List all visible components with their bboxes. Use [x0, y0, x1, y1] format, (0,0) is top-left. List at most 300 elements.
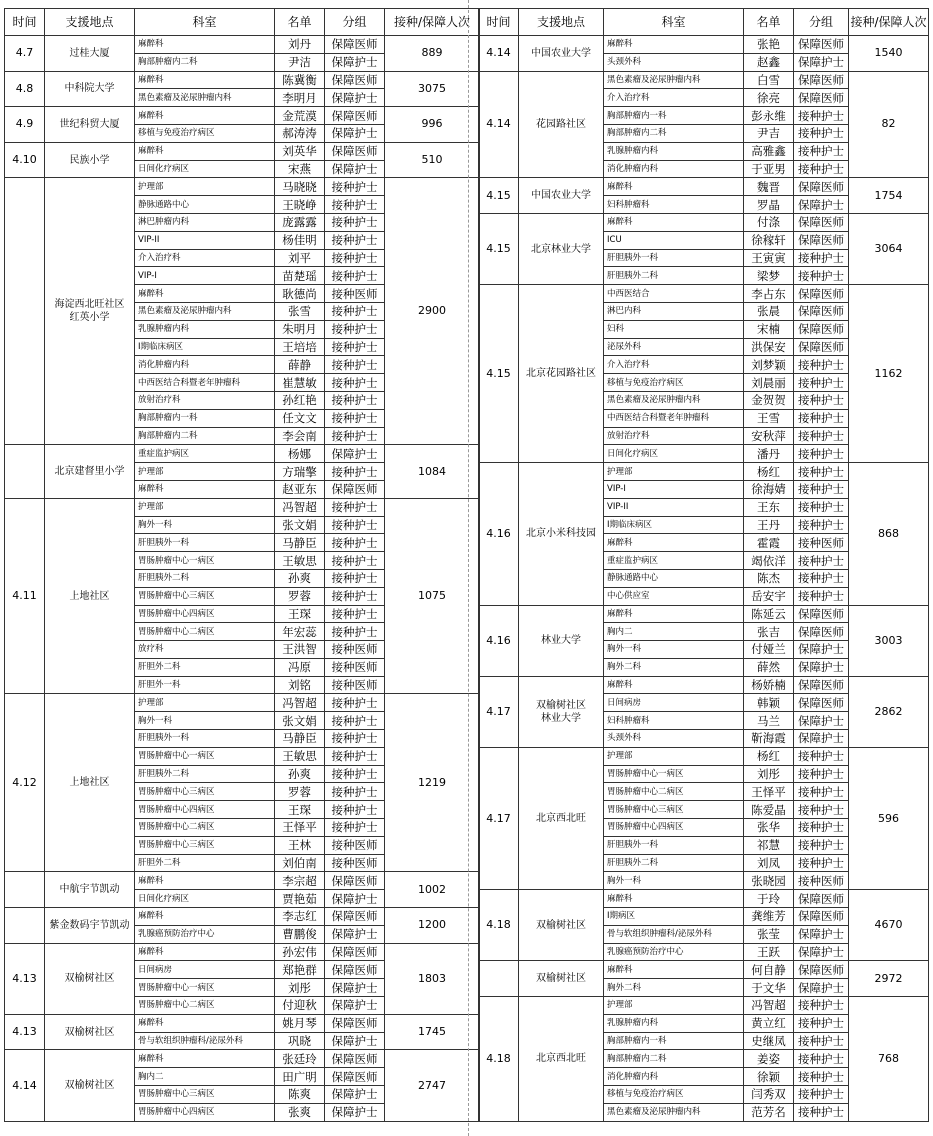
date-cell: 4.16: [479, 605, 519, 676]
dept-cell: 移植与免疫治疗病区: [604, 374, 744, 392]
group-cell: 保障护士: [794, 943, 849, 961]
group-cell: 保障医师: [325, 961, 385, 979]
group-cell: 保障护士: [794, 730, 849, 748]
table-row: [5, 908, 480, 926]
dept-cell: 麻醉科: [135, 285, 275, 303]
staff-name-cell: 张雪: [275, 302, 325, 320]
staff-name-cell: 孙宏伟: [275, 943, 325, 961]
staff-name-cell: 杨红: [744, 747, 794, 765]
group-cell: 接种护士: [794, 801, 849, 819]
header-count: 接种/保障人次: [385, 9, 480, 36]
dept-cell: 胃肠肿瘤中心二病区: [135, 623, 275, 641]
dept-cell: 妇科肿瘤科: [604, 712, 744, 730]
panel-divider: [468, 0, 469, 1136]
staff-name-cell: 崔慧敏: [275, 374, 325, 392]
dept-cell: 胸部肿瘤内二科: [604, 1050, 744, 1068]
group-cell: 接种护士: [325, 765, 385, 783]
table-row: [5, 498, 480, 516]
group-cell: 接种护士: [794, 587, 849, 605]
left-table-body: [5, 36, 480, 1122]
group-cell: 接种护士: [794, 445, 849, 463]
group-cell: 接种护士: [794, 498, 849, 516]
staff-name-cell: 刘英华: [275, 142, 325, 160]
site-cell: 双榆树社区 林业大学: [519, 676, 604, 747]
staff-name-cell: 王敏思: [275, 747, 325, 765]
group-cell: 接种护士: [794, 267, 849, 285]
header-site: 支援地点: [45, 9, 135, 36]
staff-name-cell: 陈冀衡: [275, 71, 325, 89]
group-cell: 接种医师: [325, 676, 385, 694]
staff-name-cell: 刘伯南: [275, 854, 325, 872]
dept-cell: 头颈外科: [604, 53, 744, 71]
dept-cell: 胃肠肿瘤中心三病区: [135, 1086, 275, 1104]
group-cell: 保障医师: [794, 285, 849, 303]
staff-name-cell: 刘彤: [275, 979, 325, 997]
group-cell: 接种护士: [325, 498, 385, 516]
dept-cell: 胸部肿瘤内一科: [135, 409, 275, 427]
staff-name-cell: 安秋萍: [744, 427, 794, 445]
group-cell: 保障医师: [325, 872, 385, 890]
table-row: [479, 997, 929, 1015]
right-table-body: [479, 36, 929, 1122]
staff-name-cell: 王琛: [275, 605, 325, 623]
date-cell: 4.17: [479, 676, 519, 747]
group-cell: 保障护士: [794, 979, 849, 997]
staff-name-cell: 韩颖: [744, 694, 794, 712]
staff-name-cell: 朱明月: [275, 320, 325, 338]
staff-name-cell: 贾艳茹: [275, 890, 325, 908]
group-cell: 接种护士: [794, 997, 849, 1015]
count-cell: 1200: [385, 908, 480, 944]
date-cell: [5, 908, 45, 944]
staff-name-cell: 张廷玲: [275, 1050, 325, 1068]
staff-name-cell: 孙爽: [275, 765, 325, 783]
group-cell: 接种护士: [794, 1014, 849, 1032]
group-cell: 接种护士: [325, 231, 385, 249]
dept-cell: 放疗科: [135, 641, 275, 659]
count-cell: 868: [849, 463, 929, 605]
group-cell: 接种护士: [794, 1086, 849, 1104]
group-cell: 接种护士: [325, 623, 385, 641]
date-cell: 4.16: [479, 463, 519, 605]
staff-name-cell: 何自静: [744, 961, 794, 979]
site-cell: 北京花园路社区: [519, 285, 604, 463]
group-cell: 接种护士: [325, 213, 385, 231]
group-cell: 接种护士: [325, 801, 385, 819]
date-cell: 4.9: [5, 107, 45, 143]
site-cell: 北京小米科技园: [519, 463, 604, 605]
staff-name-cell: 竭依洋: [744, 552, 794, 570]
group-cell: 接种护士: [794, 1103, 849, 1121]
site-cell: 过桂大厦: [45, 36, 135, 72]
staff-name-cell: 杨娜: [275, 445, 325, 463]
staff-name-cell: 尹吉: [744, 124, 794, 142]
dept-cell: VIP-I: [604, 480, 744, 498]
staff-name-cell: 杨红: [744, 463, 794, 481]
staff-name-cell: 罗蓉: [275, 587, 325, 605]
dept-cell: 护理部: [135, 498, 275, 516]
dept-cell: 麻醉科: [604, 961, 744, 979]
staff-name-cell: 刘彤: [744, 765, 794, 783]
dept-cell: 护理部: [135, 178, 275, 196]
site-cell: 双榆树社区: [519, 961, 604, 997]
group-cell: 接种护士: [794, 427, 849, 445]
dept-cell: 胸部肿瘤内二科: [135, 53, 275, 71]
table-row: [5, 36, 480, 54]
staff-name-cell: 岳安宇: [744, 587, 794, 605]
dept-cell: 妇科: [604, 320, 744, 338]
dept-cell: 胃肠肿瘤中心一病区: [135, 979, 275, 997]
staff-name-cell: 冯智超: [275, 694, 325, 712]
table-row: [479, 747, 929, 765]
group-cell: 保障护士: [325, 160, 385, 178]
header-date: 时间: [5, 9, 45, 36]
site-cell: 双榆树社区: [45, 1050, 135, 1121]
date-cell: 4.13: [5, 943, 45, 1014]
dept-cell: 胃肠肿瘤中心四病区: [135, 1103, 275, 1121]
staff-name-cell: 范芳名: [744, 1103, 794, 1121]
group-cell: 接种护士: [794, 107, 849, 125]
group-cell: 接种医师: [325, 285, 385, 303]
count-cell: 2747: [385, 1050, 480, 1121]
date-cell: 4.14: [5, 1050, 45, 1121]
right-table-header: [479, 9, 929, 36]
staff-name-cell: 王林: [275, 836, 325, 854]
group-cell: 保障医师: [325, 1050, 385, 1068]
site-cell: 双榆树社区: [45, 943, 135, 1014]
dept-cell: 胸部肿瘤内一科: [604, 107, 744, 125]
staff-name-cell: 张晨: [744, 302, 794, 320]
dept-cell: 麻醉科: [604, 605, 744, 623]
dept-cell: 麻醉科: [604, 178, 744, 196]
group-cell: 接种护士: [325, 587, 385, 605]
dept-cell: 移植与免疫治疗病区: [135, 124, 275, 142]
staff-name-cell: 罗蓉: [275, 783, 325, 801]
group-cell: 保障医师: [325, 71, 385, 89]
date-cell: 4.13: [5, 1014, 45, 1050]
header-count: 接种/保障人次: [849, 9, 929, 36]
staff-name-cell: 黄立红: [744, 1014, 794, 1032]
staff-name-cell: 付涤: [744, 213, 794, 231]
group-cell: 接种护士: [794, 356, 849, 374]
staff-name-cell: 张莹: [744, 925, 794, 943]
dept-cell: 胃肠肿瘤中心三病区: [604, 801, 744, 819]
dept-cell: ICU: [604, 231, 744, 249]
dept-cell: 日间病房: [135, 961, 275, 979]
group-cell: 接种护士: [794, 765, 849, 783]
date-cell: 4.8: [5, 71, 45, 107]
count-cell: 4670: [849, 890, 929, 961]
dept-cell: 护理部: [135, 463, 275, 481]
staff-name-cell: 冯智超: [275, 498, 325, 516]
dept-cell: 麻醉科: [135, 480, 275, 498]
staff-name-cell: 徐颖: [744, 1068, 794, 1086]
staff-name-cell: 刘平: [275, 249, 325, 267]
staff-name-cell: 于亚男: [744, 160, 794, 178]
dept-cell: 黑色素瘤及泌尿肿瘤内科: [135, 302, 275, 320]
staff-name-cell: 马兰: [744, 712, 794, 730]
count-cell: 1540: [849, 36, 929, 72]
dept-cell: 乳腺肿瘤内科: [135, 320, 275, 338]
group-cell: 保障护士: [325, 53, 385, 71]
dept-cell: 麻醉科: [135, 1014, 275, 1032]
staff-name-cell: 宋燕: [275, 160, 325, 178]
group-cell: 接种护士: [325, 302, 385, 320]
right-schedule-table: [478, 8, 929, 1122]
group-cell: 保障医师: [794, 213, 849, 231]
table-row: [479, 36, 929, 54]
dept-cell: 胸外一科: [135, 712, 275, 730]
dept-cell: 胸部肿瘤内二科: [604, 124, 744, 142]
staff-name-cell: 龚维芳: [744, 908, 794, 926]
staff-name-cell: 李宗超: [275, 872, 325, 890]
dept-cell: 肝胆胰外一科: [604, 836, 744, 854]
staff-name-cell: 徐海婧: [744, 480, 794, 498]
dept-cell: 麻醉科: [135, 943, 275, 961]
dept-cell: 淋巴内科: [604, 302, 744, 320]
dept-cell: 护理部: [135, 694, 275, 712]
dept-cell: 胃肠肿瘤中心三病区: [135, 836, 275, 854]
staff-name-cell: 王寅寅: [744, 249, 794, 267]
count-cell: 1075: [385, 498, 480, 694]
staff-name-cell: 付娅兰: [744, 641, 794, 659]
staff-name-cell: 梁梦: [744, 267, 794, 285]
staff-name-cell: 田广明: [275, 1068, 325, 1086]
group-cell: 接种护士: [325, 374, 385, 392]
group-cell: 保障医师: [794, 961, 849, 979]
dept-cell: 中西医结合: [604, 285, 744, 303]
dept-cell: 胃肠肿瘤中心一病区: [135, 747, 275, 765]
staff-name-cell: 任文文: [275, 409, 325, 427]
dept-cell: 日间化疗病区: [135, 890, 275, 908]
dept-cell: 静脉通路中心: [135, 196, 275, 214]
table-row: [5, 943, 480, 961]
dept-cell: 泌尿外科: [604, 338, 744, 356]
dept-cell: 麻醉科: [604, 534, 744, 552]
staff-name-cell: 李占东: [744, 285, 794, 303]
group-cell: 接种护士: [325, 196, 385, 214]
table-row: [5, 107, 480, 125]
site-cell: 中科院大学: [45, 71, 135, 107]
staff-name-cell: 姚月琴: [275, 1014, 325, 1032]
staff-name-cell: 冯智超: [744, 997, 794, 1015]
dept-cell: 移植与免疫治疗病区: [604, 1086, 744, 1104]
staff-name-cell: 金贺贺: [744, 391, 794, 409]
group-cell: 接种护士: [794, 391, 849, 409]
group-cell: 保障医师: [794, 71, 849, 89]
header-site: 支援地点: [519, 9, 604, 36]
count-cell: 996: [385, 107, 480, 143]
staff-name-cell: 冯原: [275, 658, 325, 676]
count-cell: 596: [849, 747, 929, 889]
group-cell: 保障护士: [794, 641, 849, 659]
group-cell: 保障医师: [794, 623, 849, 641]
site-cell: 上地社区: [45, 694, 135, 872]
staff-name-cell: 史继凤: [744, 1032, 794, 1050]
group-cell: 接种医师: [794, 872, 849, 890]
staff-name-cell: 薛静: [275, 356, 325, 374]
site-cell: 上地社区: [45, 498, 135, 694]
date-cell: 4.15: [479, 285, 519, 463]
group-cell: 保障医师: [325, 1014, 385, 1032]
group-cell: 接种护士: [794, 409, 849, 427]
group-cell: 保障医师: [794, 338, 849, 356]
dept-cell: 胸内二: [135, 1068, 275, 1086]
dept-cell: 胸外一科: [604, 641, 744, 659]
group-cell: 保障护士: [325, 925, 385, 943]
group-cell: 接种护士: [325, 409, 385, 427]
group-cell: 接种护士: [325, 463, 385, 481]
dept-cell: 胃肠肿瘤中心四病区: [135, 801, 275, 819]
table-row: [5, 1014, 480, 1032]
staff-name-cell: 于文华: [744, 979, 794, 997]
dept-cell: 肝胆外二科: [135, 854, 275, 872]
staff-name-cell: 巩晓: [275, 1032, 325, 1050]
staff-name-cell: 赵鑫: [744, 53, 794, 71]
group-cell: 保障护士: [325, 1032, 385, 1050]
group-cell: 接种护士: [794, 374, 849, 392]
group-cell: 接种医师: [325, 658, 385, 676]
dept-cell: 胃肠肿瘤中心二病区: [135, 819, 275, 837]
site-cell: 北京西北旺: [519, 747, 604, 889]
dept-cell: 麻醉科: [135, 908, 275, 926]
table-row: [479, 213, 929, 231]
dept-cell: 淋巴肿瘤内科: [135, 213, 275, 231]
staff-name-cell: 祁慧: [744, 836, 794, 854]
group-cell: 接种护士: [794, 747, 849, 765]
table-row: [479, 71, 929, 89]
date-cell: 4.10: [5, 142, 45, 178]
staff-name-cell: 李志红: [275, 908, 325, 926]
group-cell: 接种护士: [794, 516, 849, 534]
dept-cell: 胸外一科: [604, 872, 744, 890]
staff-name-cell: 王琛: [275, 801, 325, 819]
group-cell: 保障医师: [794, 231, 849, 249]
group-cell: 保障护士: [794, 53, 849, 71]
group-cell: 接种护士: [794, 124, 849, 142]
group-cell: 接种医师: [325, 854, 385, 872]
group-cell: 接种护士: [325, 338, 385, 356]
table-row: [479, 961, 929, 979]
dept-cell: 麻醉科: [135, 71, 275, 89]
count-cell: 2900: [385, 178, 480, 445]
dept-cell: I期临床病区: [135, 338, 275, 356]
header-date: 时间: [479, 9, 519, 36]
group-cell: 保障医师: [794, 320, 849, 338]
date-cell: 4.12: [5, 694, 45, 872]
group-cell: 接种护士: [794, 249, 849, 267]
count-cell: 1754: [849, 178, 929, 214]
staff-name-cell: 赵亚东: [275, 480, 325, 498]
left-schedule-table: [4, 8, 480, 1122]
group-cell: 保障医师: [325, 142, 385, 160]
table-row: [479, 463, 929, 481]
staff-name-cell: 徐亮: [744, 89, 794, 107]
dept-cell: 肝胆胰外二科: [604, 854, 744, 872]
group-cell: 保障医师: [794, 694, 849, 712]
staff-name-cell: 刘凤: [744, 854, 794, 872]
staff-name-cell: 马晓晓: [275, 178, 325, 196]
header-dept: 科室: [604, 9, 744, 36]
dept-cell: 妇科肿瘤科: [604, 196, 744, 214]
staff-name-cell: 张爽: [275, 1103, 325, 1121]
site-cell: 北京建督里小学: [45, 445, 135, 498]
dept-cell: 日间化疗病区: [135, 160, 275, 178]
staff-name-cell: 刘铭: [275, 676, 325, 694]
dept-cell: 重症监护病区: [604, 552, 744, 570]
group-cell: 保障护士: [794, 196, 849, 214]
staff-name-cell: 金荒漠: [275, 107, 325, 125]
staff-name-cell: 王怿平: [744, 783, 794, 801]
group-cell: 接种护士: [325, 516, 385, 534]
dept-cell: 消化肿瘤内科: [604, 1068, 744, 1086]
group-cell: 接种护士: [794, 854, 849, 872]
staff-name-cell: 张艳: [744, 36, 794, 54]
dept-cell: 胃肠肿瘤中心一病区: [135, 552, 275, 570]
count-cell: 3003: [849, 605, 929, 676]
table-row: [479, 178, 929, 196]
group-cell: 接种护士: [794, 1032, 849, 1050]
staff-name-cell: 张文娟: [275, 516, 325, 534]
staff-name-cell: 张文娟: [275, 712, 325, 730]
group-cell: 接种医师: [325, 641, 385, 659]
staff-name-cell: 杨佳明: [275, 231, 325, 249]
dept-cell: 放射治疗科: [135, 391, 275, 409]
group-cell: 接种护士: [325, 267, 385, 285]
staff-name-cell: 姜姿: [744, 1050, 794, 1068]
group-cell: 保障医师: [794, 605, 849, 623]
dept-cell: 乳腺肿瘤内科: [604, 1014, 744, 1032]
site-cell: 林业大学: [519, 605, 604, 676]
site-cell: 花园路社区: [519, 71, 604, 178]
staff-name-cell: 洪保安: [744, 338, 794, 356]
dept-cell: 麻醉科: [604, 36, 744, 54]
site-cell: 北京林业大学: [519, 213, 604, 284]
group-cell: 接种护士: [325, 569, 385, 587]
group-cell: 接种医师: [794, 534, 849, 552]
count-cell: 1084: [385, 445, 480, 498]
site-cell: 世纪科贸大厦: [45, 107, 135, 143]
site-cell: 双榆树社区: [519, 890, 604, 961]
dept-cell: 胸部肿瘤内二科: [135, 427, 275, 445]
dept-cell: 胃肠肿瘤中心三病区: [135, 587, 275, 605]
staff-name-cell: 魏晋: [744, 178, 794, 196]
staff-name-cell: 庞露露: [275, 213, 325, 231]
group-cell: 保障护士: [325, 1103, 385, 1121]
staff-name-cell: 曹鹏俊: [275, 925, 325, 943]
dept-cell: 骨与软组织肿瘤科/泌尿外科: [604, 925, 744, 943]
group-cell: 接种护士: [325, 427, 385, 445]
dept-cell: 黑色素瘤及泌尿肿瘤内科: [604, 71, 744, 89]
dept-cell: VIP-II: [135, 231, 275, 249]
group-cell: 保障护士: [325, 997, 385, 1015]
staff-name-cell: 王东: [744, 498, 794, 516]
dept-cell: 骨与软组织肿瘤科/泌尿外科: [135, 1032, 275, 1050]
group-cell: 保障医师: [794, 676, 849, 694]
header-name: 名单: [744, 9, 794, 36]
staff-name-cell: 靳海霞: [744, 730, 794, 748]
dept-cell: 麻醉科: [135, 142, 275, 160]
staff-name-cell: 潘丹: [744, 445, 794, 463]
staff-name-cell: 王洪智: [275, 641, 325, 659]
staff-name-cell: 刘晨丽: [744, 374, 794, 392]
group-cell: 接种护士: [325, 747, 385, 765]
date-cell: [5, 872, 45, 908]
staff-name-cell: 罗晶: [744, 196, 794, 214]
staff-name-cell: 陈延云: [744, 605, 794, 623]
group-cell: 保障医师: [794, 178, 849, 196]
staff-name-cell: 杨娇楠: [744, 676, 794, 694]
